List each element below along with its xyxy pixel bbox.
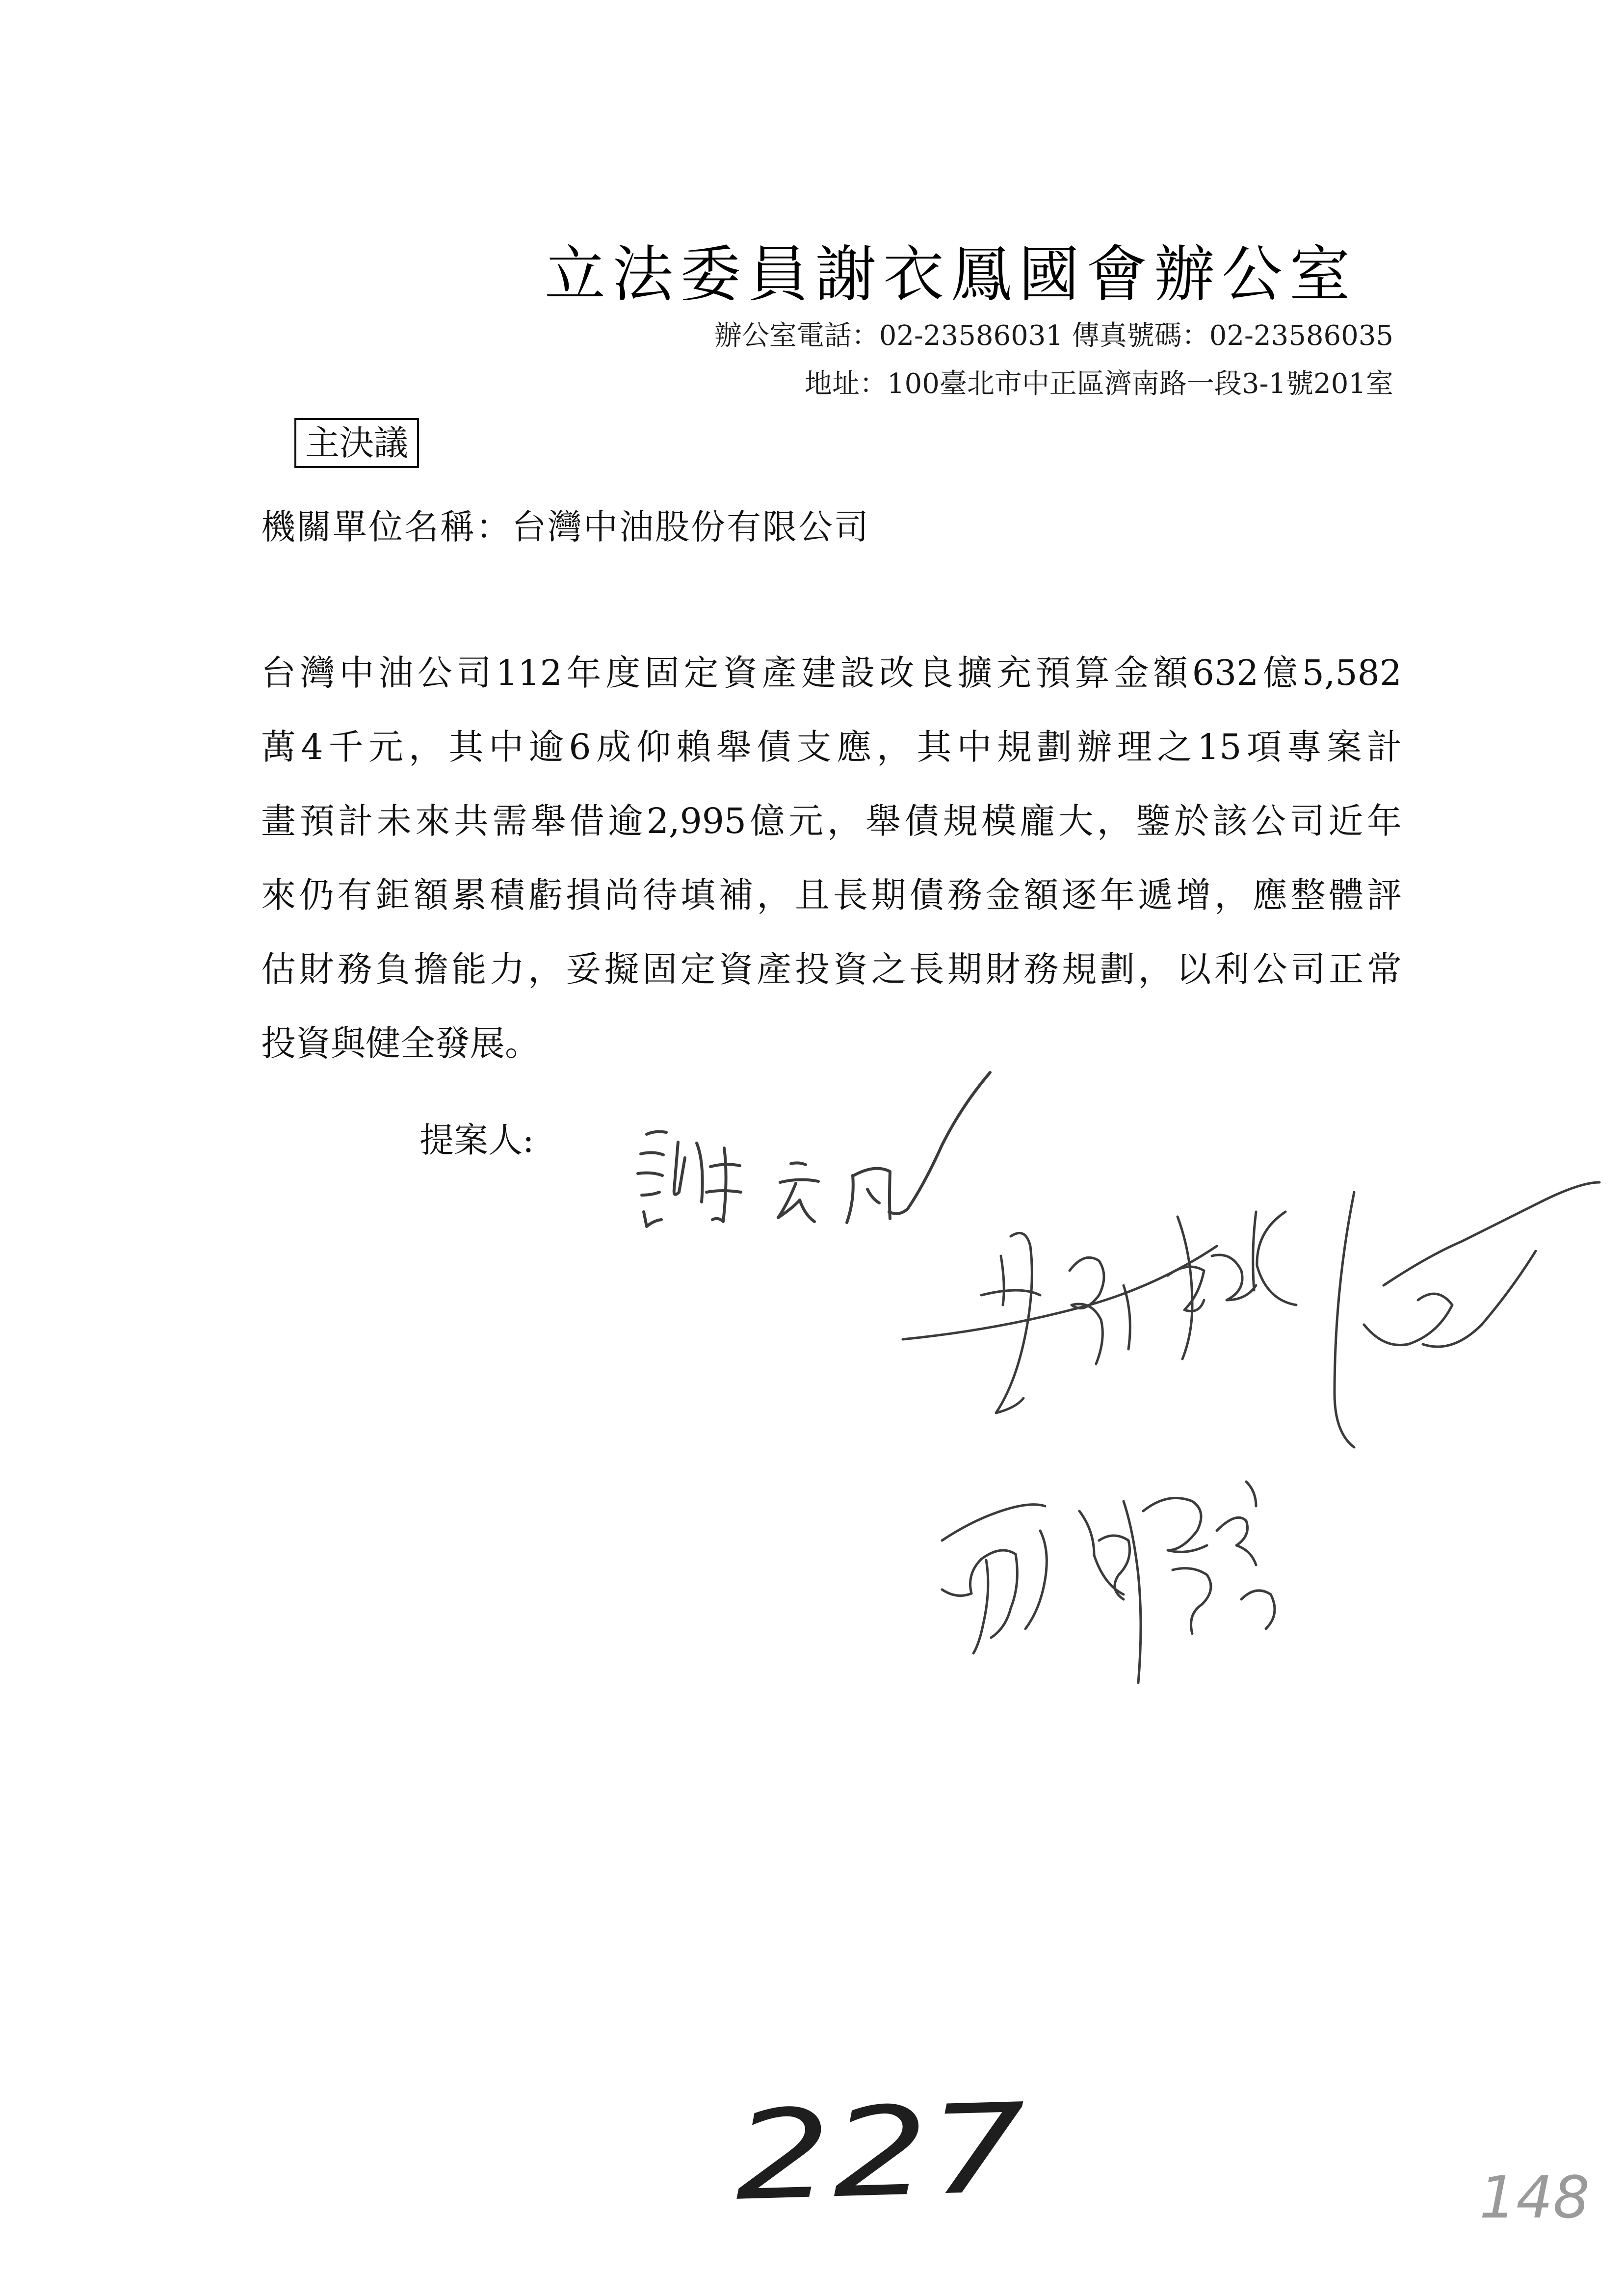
- signature-xie-yifeng-icon: [638, 1072, 990, 1226]
- resolution-type-badge: 主決議: [294, 418, 419, 468]
- page-number-secondary: 148: [1479, 2164, 1590, 2231]
- office-title: 立法委員謝衣鳳國會辦公室: [545, 239, 1358, 310]
- signature-2-icon: [903, 1182, 1599, 1447]
- signature-3-icon: [942, 1482, 1275, 1683]
- page-number-handwritten: 227: [731, 2077, 1030, 2228]
- body-line: 畫預計未來共需舉借逾2,995億元，舉債規模龐大，鑒於該公司近年: [261, 801, 1402, 841]
- body-line: 台灣中油公司112年度固定資產建設改良擴充預算金額632億5,582: [261, 652, 1402, 693]
- resolution-body: [261, 636, 1402, 1080]
- office-address: 地址：100臺北市中正區濟南路一段3-1號201室: [805, 368, 1393, 400]
- body-line: 萬4千元，其中逾6成仰賴舉債支應，其中規劃辦理之15項專案計: [261, 727, 1402, 767]
- proposer-label: 提案人:: [419, 1120, 534, 1160]
- body-line: 來仍有鉅額累積虧損尚待填補，且長期債務金額逐年遞增，應整體評: [261, 875, 1402, 915]
- body-line: 投資與健全發展。: [261, 1023, 540, 1064]
- body-line: 估財務負擔能力，妥擬固定資產投資之長期財務規劃，以利公司正常: [261, 949, 1402, 990]
- agency-name-line: 機關單位名稱：台灣中油股份有限公司: [261, 507, 870, 547]
- office-phone-fax: 辦公室電話：02-23586031 傳真號碼：02-23586035: [714, 320, 1393, 352]
